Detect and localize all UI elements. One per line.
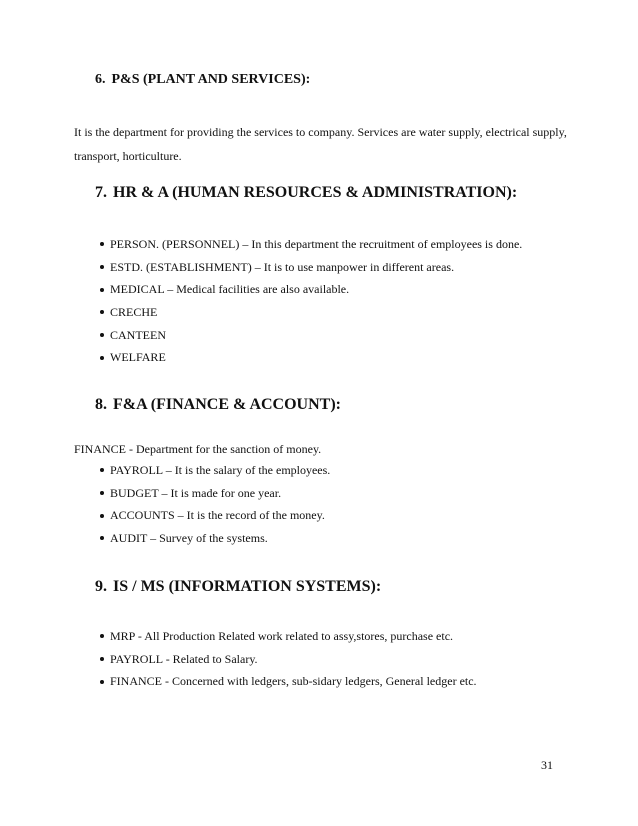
section-8-list	[100, 459, 330, 550]
section-8-title: F&A (FINANCE & ACCOUNT):	[113, 396, 341, 413]
section-8-heading	[95, 396, 341, 414]
section-9-title: IS / MS (INFORMATION SYSTEMS):	[113, 578, 382, 595]
list-item	[100, 527, 330, 550]
section-9-list	[100, 625, 477, 693]
list-item-text: MRP - All Production Related work related to assy,stores, purchase etc.	[110, 629, 454, 643]
bullet-icon	[100, 356, 104, 360]
section-7-title: HR & A (HUMAN RESOURCES & ADMINISTRATION):	[113, 184, 518, 201]
section-8-paragraph: FINANCE - Department for the sanction of money.	[74, 442, 322, 456]
list-item	[100, 625, 477, 648]
bullet-icon	[100, 634, 104, 638]
list-item-text: PERSON. (PERSONNEL) – In this department the recruitment of employees is done.	[110, 237, 523, 251]
bullet-icon	[100, 657, 104, 661]
section-7-list	[100, 233, 522, 369]
list-item	[100, 233, 522, 256]
list-item-text: MEDICAL – Medical facilities are also available.	[110, 282, 350, 297]
list-item-text: PAYROLL - Related to Salary.	[110, 651, 258, 666]
list-item	[100, 346, 522, 369]
list-item	[100, 301, 522, 324]
section-6-number: 6.	[95, 72, 106, 87]
section-6-title: P&S (PLANT AND SERVICES):	[111, 72, 311, 87]
section-7-number: 7.	[95, 184, 107, 201]
bullet-icon	[100, 242, 104, 246]
list-item	[100, 324, 522, 347]
bullet-icon	[100, 265, 104, 269]
bullet-icon	[100, 310, 104, 314]
list-item	[100, 278, 522, 301]
list-item-text: CANTEEN	[110, 327, 166, 342]
list-item-text: ACCOUNTS – It is the record of the money.	[110, 508, 325, 523]
list-item-text: WELFARE	[110, 350, 166, 365]
list-item	[100, 670, 477, 693]
section-9-number: 9.	[95, 578, 107, 595]
list-item-text: PAYROLL – It is the salary of the employees.	[110, 463, 331, 477]
list-item-text: AUDIT – Survey of the systems.	[110, 531, 268, 546]
list-item-text: ESTD. (ESTABLISHMENT) – It is to use manpower in different areas.	[110, 259, 455, 274]
section-8-number: 8.	[95, 396, 107, 413]
section-6-paragraph: It is the department for providing the services to company. Services are water supply, electrical supply, transport, horticulture.	[74, 125, 567, 163]
section-7-heading	[95, 184, 517, 202]
list-item	[100, 459, 330, 482]
page-number: 31	[541, 758, 553, 772]
list-item	[100, 482, 330, 505]
list-item	[100, 648, 477, 671]
section-9-heading	[95, 578, 381, 596]
bullet-icon	[100, 491, 104, 495]
bullet-icon	[100, 468, 104, 472]
list-item-text: BUDGET – It is made for one year.	[110, 485, 282, 500]
bullet-icon	[100, 680, 104, 684]
section-6-heading	[95, 72, 310, 88]
bullet-icon	[100, 288, 104, 292]
bullet-icon	[100, 333, 104, 337]
list-item	[100, 504, 330, 527]
list-item-text: CRECHE	[110, 305, 158, 320]
list-item-text: FINANCE - Concerned with ledgers, sub-sidary ledgers, General ledger etc.	[110, 674, 477, 689]
bullet-icon	[100, 514, 104, 518]
bullet-icon	[100, 536, 104, 540]
list-item	[100, 256, 522, 279]
